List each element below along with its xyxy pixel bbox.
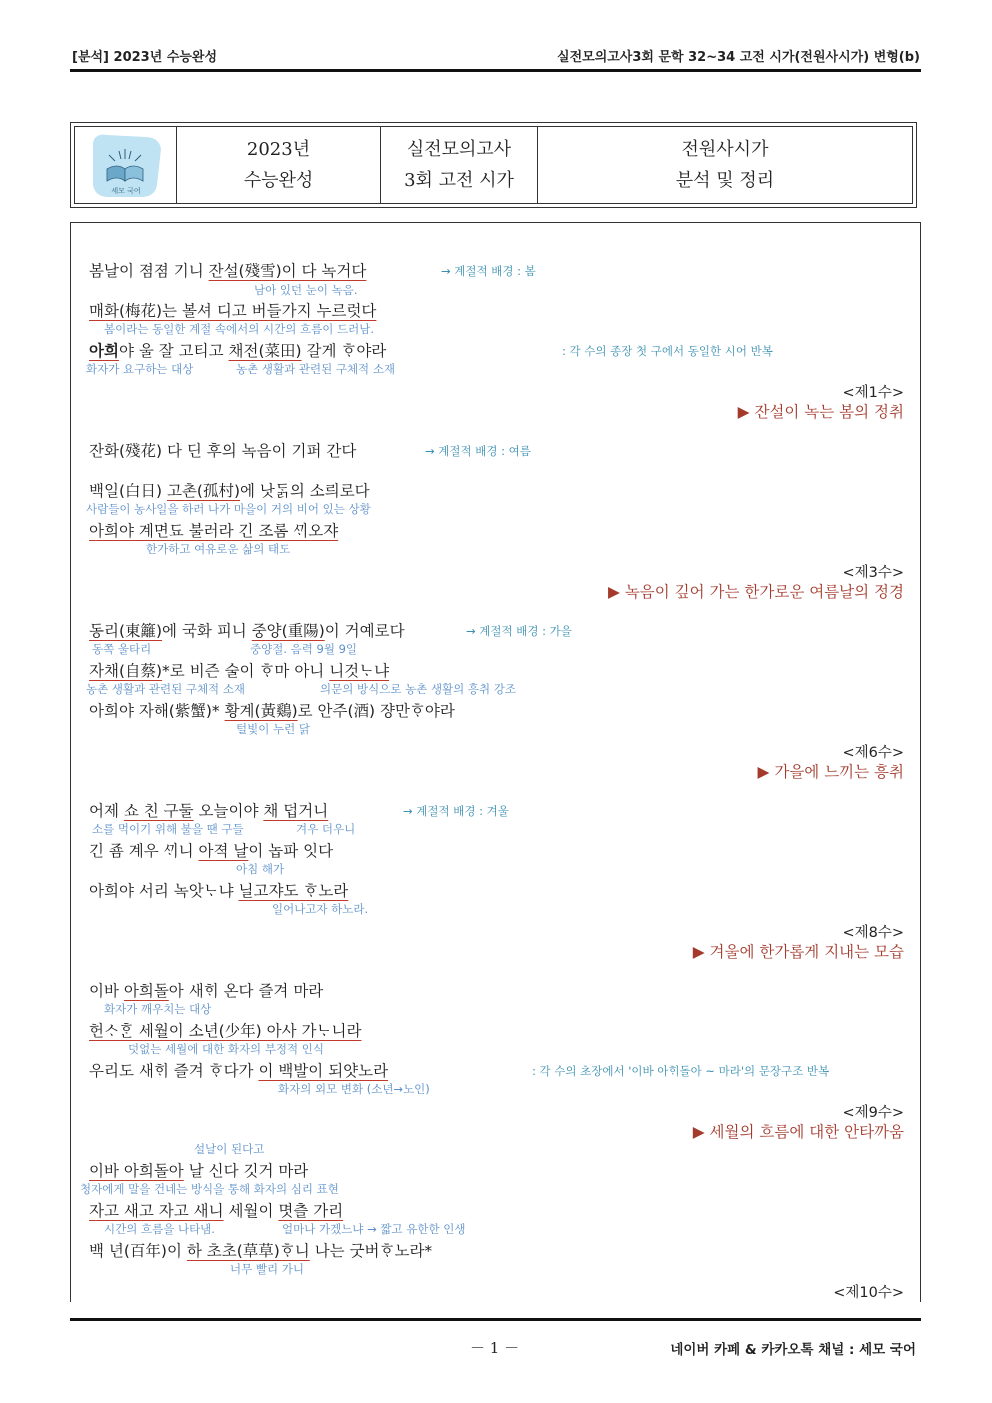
gloss: 농촌 생활과 관련된 구체적 소재 (236, 362, 396, 376)
gloss: 설날이 된다고 (194, 1142, 265, 1156)
footer-rule (70, 1318, 921, 1321)
verse-line: 자고 새고 자고 새니 세월이 몃츨 가리 (89, 1202, 344, 1220)
verse-line: 긴 죰 계우 ᄭᆡ니 아젹 날이 놉파 잇다 (89, 842, 334, 860)
verse-line: 잔화(殘花) 다 딘 후의 녹음이 기퍼 간다 (89, 442, 357, 460)
header-rule (70, 69, 921, 72)
structure-note: : 각 수의 종장 첫 구에서 동일한 시어 반복 (562, 344, 773, 358)
gloss: 너무 빨리 가니 (230, 1262, 304, 1276)
structure-note: : 각 수의 초장에서 '이바 아ᄒᆡ돌아 ~ 마라'의 문장구조 반복 (532, 1064, 830, 1078)
gloss: 화자의 외모 변화 (소년→노인) (278, 1082, 430, 1096)
verse-line: 아희야 계면됴 불러라 긴 조롬 ᄭᆡ오쟈 (89, 522, 339, 540)
stanza-label: <제1수> (842, 385, 904, 401)
stanza-label: <제6수> (842, 745, 904, 761)
gloss: 화자가 요구하는 대상 (86, 362, 194, 376)
gloss: 소를 먹이기 위해 불을 땐 구들 (92, 822, 244, 836)
logo-cell (75, 127, 177, 203)
page-header-left: [분석] 2023년 수능완성 (72, 50, 218, 65)
page-number: － 1 － (470, 1339, 520, 1357)
gloss: 한가하고 여유로운 삶의 태도 (146, 542, 291, 556)
verse-line: 아희야 울 잘 고티고 채전(菜田) 갈게 ᄒᆞ야라 (89, 342, 387, 360)
verse-line: 자채(自蔡)*로 비즌 술이 ᄒᆞ마 아니 니것ᄂᆞ냐 (89, 662, 390, 680)
title-book: 수능완성 (243, 170, 314, 191)
season-note: → 계절적 배경 : 가을 (466, 624, 572, 638)
title-table-inner (74, 126, 913, 204)
stanza-summary: ▶ 세월의 흐름에 대한 안타까움 (692, 1123, 904, 1141)
title-year-cell (177, 127, 381, 203)
page-header-right: 실전모의고사3회 문학 32~34 고전 시가(전원사시가) 변형(b) (557, 50, 920, 65)
gloss: 봄이라는 동일한 계절 속에서의 시간의 흐름이 드러남. (104, 322, 374, 336)
gloss: 사람들이 농사일을 하러 나가 마을이 거의 비어 있는 상황 (86, 502, 371, 516)
stanza-summary: ▶ 녹음이 깊어 가는 한가로운 여름날의 정경 (607, 583, 904, 601)
gloss: 얼마나 가겠느냐 → 짧고 유한한 인생 (282, 1222, 466, 1236)
gloss: 남아 있던 눈이 녹음. (254, 283, 358, 297)
verse-line: 우리도 새ᄒᆡ 즐겨 ᄒᆞ다가 이 백발이 되얏노라 (89, 1062, 389, 1080)
gloss: 동쪽 울타리 (92, 642, 152, 656)
title-table (70, 122, 917, 208)
stanza-label: <제8수> (842, 925, 904, 941)
verse-line: 백일(白日) 고촌(孤村)에 낫ᄃᆞᆰ의 소릐로다 (89, 482, 370, 500)
stanza-label: <제3수> (842, 565, 904, 581)
stanza-label: <제10수> (833, 1285, 904, 1301)
gloss: 의문의 방식으로 농촌 생활의 흥취 강조 (320, 682, 517, 696)
gloss: 중양절. 음력 9월 9일 (250, 642, 358, 656)
gloss: 농촌 생활과 관련된 구체적 소재 (86, 682, 246, 696)
title-exam: 실전모의고사 (406, 139, 512, 160)
book-logo-icon (85, 129, 167, 201)
stanza-label: <제9수> (842, 1105, 904, 1121)
season-note: → 계절적 배경 : 여름 (425, 444, 531, 458)
verse-line: 봄날이 졈졈 기니 잔설(殘雪)이 다 녹거다 (89, 262, 367, 280)
footer-channel: 네이버 카페 & 카카오톡 채널 : 세모 국어 (670, 1342, 916, 1358)
gloss: 시간의 흐름을 나타냄. (104, 1222, 215, 1236)
verse-line: 이바 아희돌아 새ᄒᆡ 온다 즐겨 마라 (89, 982, 324, 1000)
title-work-sub: 분석 및 정리 (675, 170, 775, 191)
gloss: 일어나고자 하노라. (272, 902, 369, 916)
verse-line: 아희야 자해(紫蟹)* 황계(黃鷄)로 안주(酒) 쟝만ᄒᆞ야라 (89, 702, 455, 720)
logo-text: 세모 국어 (110, 187, 141, 195)
verse-line: 매화(梅花)는 볼셔 디고 버들가지 누르럿다 (89, 302, 377, 320)
season-note: → 계절적 배경 : 봄 (441, 264, 536, 278)
gloss: 아침 해가 (236, 862, 285, 876)
title-year: 2023년 (246, 139, 311, 160)
gloss: 청자에게 말을 건네는 방식을 통해 화자의 심리 표현 (80, 1182, 339, 1196)
verse-line: 이바 아희돌아 날 신다 깃거 마라 (89, 1162, 309, 1180)
stanza-summary: ▶ 잔설이 녹는 봄의 정취 (737, 403, 904, 421)
verse-line: 아희야 서리 녹앗ᄂᆞ냐 닐고쟈도 ᄒᆞ노라 (89, 882, 349, 900)
verse-line: 백 년(百年)이 하 초초(草草)ᄒᆞ니 나는 굿버ᄒᆞ노라* (89, 1242, 433, 1260)
title-exam-cell (381, 127, 538, 203)
gloss: 화자가 깨우치는 대상 (104, 1002, 212, 1016)
stanza-summary: ▶ 가을에 느끼는 흥취 (757, 763, 904, 781)
stanza-summary: ▶ 겨울에 한가롭게 지내는 모습 (692, 943, 904, 961)
title-work: 전원사시가 (681, 139, 769, 160)
verse-line: 어제 쇼 친 구둘 오늘이야 채 덥거니 (89, 802, 329, 820)
gloss: 털빛이 누런 닭 (236, 722, 310, 736)
title-exam-detail: 3회 고전 시가 (404, 170, 514, 191)
gloss: 겨우 더우니 (296, 822, 356, 836)
gloss: 덧없는 세월에 대한 화자의 부정적 인식 (128, 1042, 325, 1056)
verse-line: 헌ᄉᆞᄒᆞᆫ 세월이 소년(少年) 아사 가ᄂᆞ니라 (89, 1022, 362, 1040)
season-note: → 계절적 배경 : 겨울 (403, 804, 509, 818)
verse-line: 동리(東籬)에 국화 피니 중양(重陽)이 거예로다 (89, 622, 405, 640)
title-work-cell (538, 127, 912, 203)
